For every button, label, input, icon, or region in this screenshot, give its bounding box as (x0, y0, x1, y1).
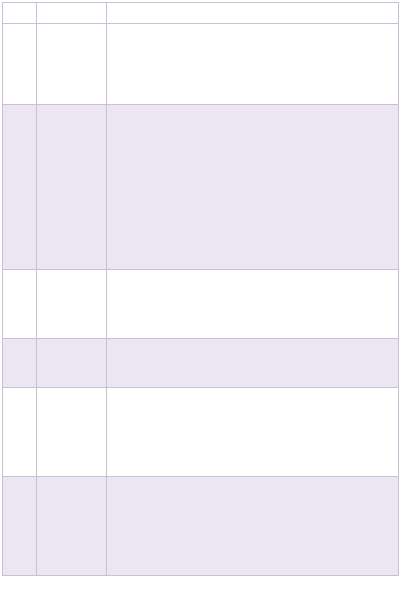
row-no (3, 388, 37, 477)
row-recipient (37, 24, 107, 105)
row-no (3, 24, 37, 105)
table-row (3, 270, 399, 339)
table-row (3, 24, 399, 105)
header-recipient (37, 3, 107, 24)
table-row (3, 105, 399, 270)
row-recipient (37, 339, 107, 388)
row-recipient (37, 388, 107, 477)
table-row (3, 388, 399, 477)
row-recipient (37, 477, 107, 576)
row-no (3, 105, 37, 270)
row-benefit (107, 24, 399, 105)
row-benefit (107, 339, 399, 388)
row-recipient (37, 270, 107, 339)
row-no (3, 270, 37, 339)
row-benefit (107, 270, 399, 339)
row-no (3, 339, 37, 388)
table-row (3, 339, 399, 388)
header-row (3, 3, 399, 24)
benefits-table (2, 2, 399, 576)
header-benefit (107, 3, 399, 24)
row-benefit (107, 477, 399, 576)
row-benefit (107, 105, 399, 270)
row-no (3, 477, 37, 576)
header-no (3, 3, 37, 24)
row-benefit (107, 388, 399, 477)
row-recipient (37, 105, 107, 270)
table-row (3, 477, 399, 576)
